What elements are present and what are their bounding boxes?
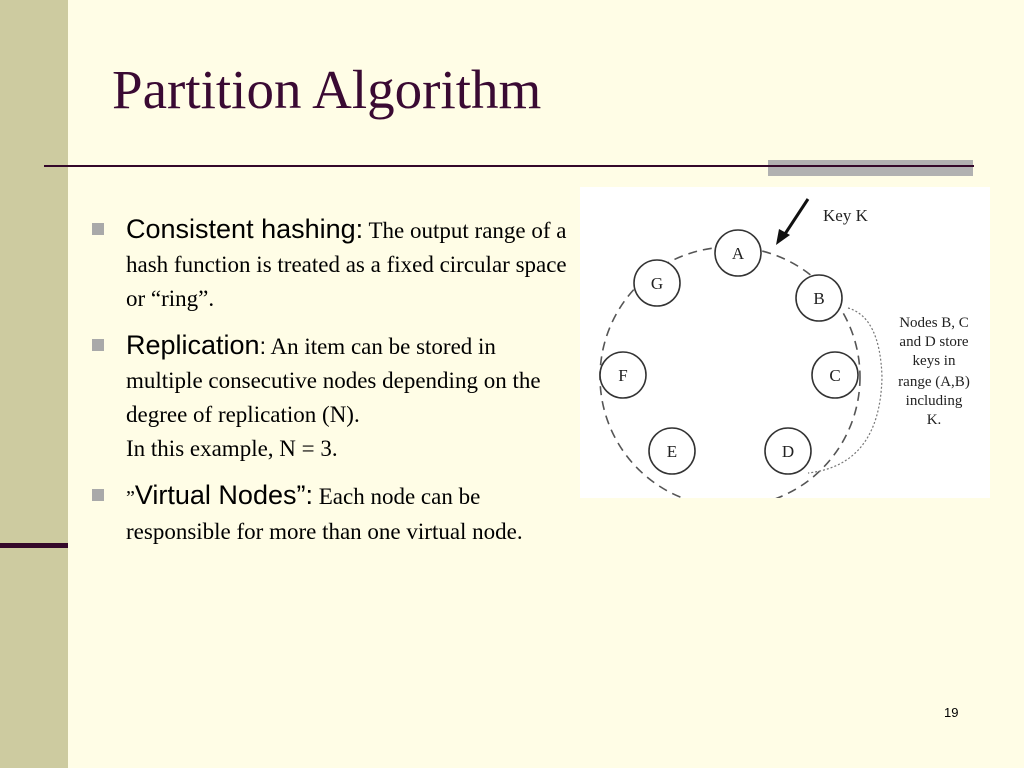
page-number: 19 bbox=[944, 705, 959, 720]
ring-node-e bbox=[649, 428, 695, 474]
ring-node-d bbox=[765, 428, 811, 474]
key-label: Key K bbox=[823, 206, 868, 225]
node-label-a: A bbox=[731, 244, 745, 263]
bullet-text: An item can be stored in multiple consecutive nodes depending on the degree of replication (N). bbox=[126, 334, 541, 427]
bullet-square-icon bbox=[92, 339, 104, 351]
left-accent-band bbox=[0, 0, 68, 768]
node-label-e: E bbox=[666, 442, 678, 461]
ring-diagram bbox=[580, 187, 990, 498]
title-divider-accent bbox=[768, 160, 973, 176]
ring-node-b bbox=[796, 275, 842, 321]
bullet-text: Each node can be responsible for more than one virtual node. bbox=[126, 484, 523, 544]
consistent-hashing-ring-figure bbox=[580, 187, 990, 498]
bullet-replication bbox=[88, 328, 568, 466]
note-line: including bbox=[905, 393, 963, 409]
node-label-g: G bbox=[650, 274, 664, 293]
note-line: keys in bbox=[912, 353, 956, 369]
ring-node-g bbox=[634, 260, 680, 306]
bullet-text: The output range of a hash function is treated as a fixed circular space or “ring”. bbox=[126, 218, 567, 311]
node-label-b: B bbox=[813, 289, 825, 308]
bullet-list bbox=[88, 212, 568, 561]
bullet-lead: Virtual Nodes”: bbox=[134, 480, 313, 510]
bullet-lead-suffix: : bbox=[259, 333, 266, 359]
node-label-c: C bbox=[829, 366, 841, 385]
node-label-d: D bbox=[781, 442, 795, 461]
bullet-square-icon bbox=[92, 489, 104, 501]
slide-title: Partition Algorithm bbox=[112, 59, 542, 120]
ring-node-a bbox=[715, 230, 761, 276]
note-line: Nodes B, C bbox=[899, 315, 969, 331]
node-label-f: F bbox=[618, 366, 628, 385]
note-line: and D store bbox=[899, 334, 969, 350]
ring-node-c bbox=[812, 352, 858, 398]
bullet-square-icon bbox=[92, 223, 104, 235]
ring-node-f bbox=[600, 352, 646, 398]
replication-note bbox=[898, 315, 970, 428]
bullet-lead-quote: ” bbox=[126, 487, 135, 509]
note-line: K. bbox=[926, 412, 942, 428]
left-accent-tick bbox=[0, 543, 68, 548]
note-line: range (A,B) bbox=[898, 374, 970, 390]
bullet-lead: Consistent hashing: bbox=[126, 214, 364, 244]
bullet-text-example: In this example, N = 3. bbox=[126, 436, 338, 461]
bullet-virtual-nodes bbox=[88, 478, 568, 549]
key-arrow-icon bbox=[776, 199, 808, 245]
bullet-consistent-hashing bbox=[88, 212, 568, 316]
bullet-lead: Replication bbox=[126, 330, 260, 360]
